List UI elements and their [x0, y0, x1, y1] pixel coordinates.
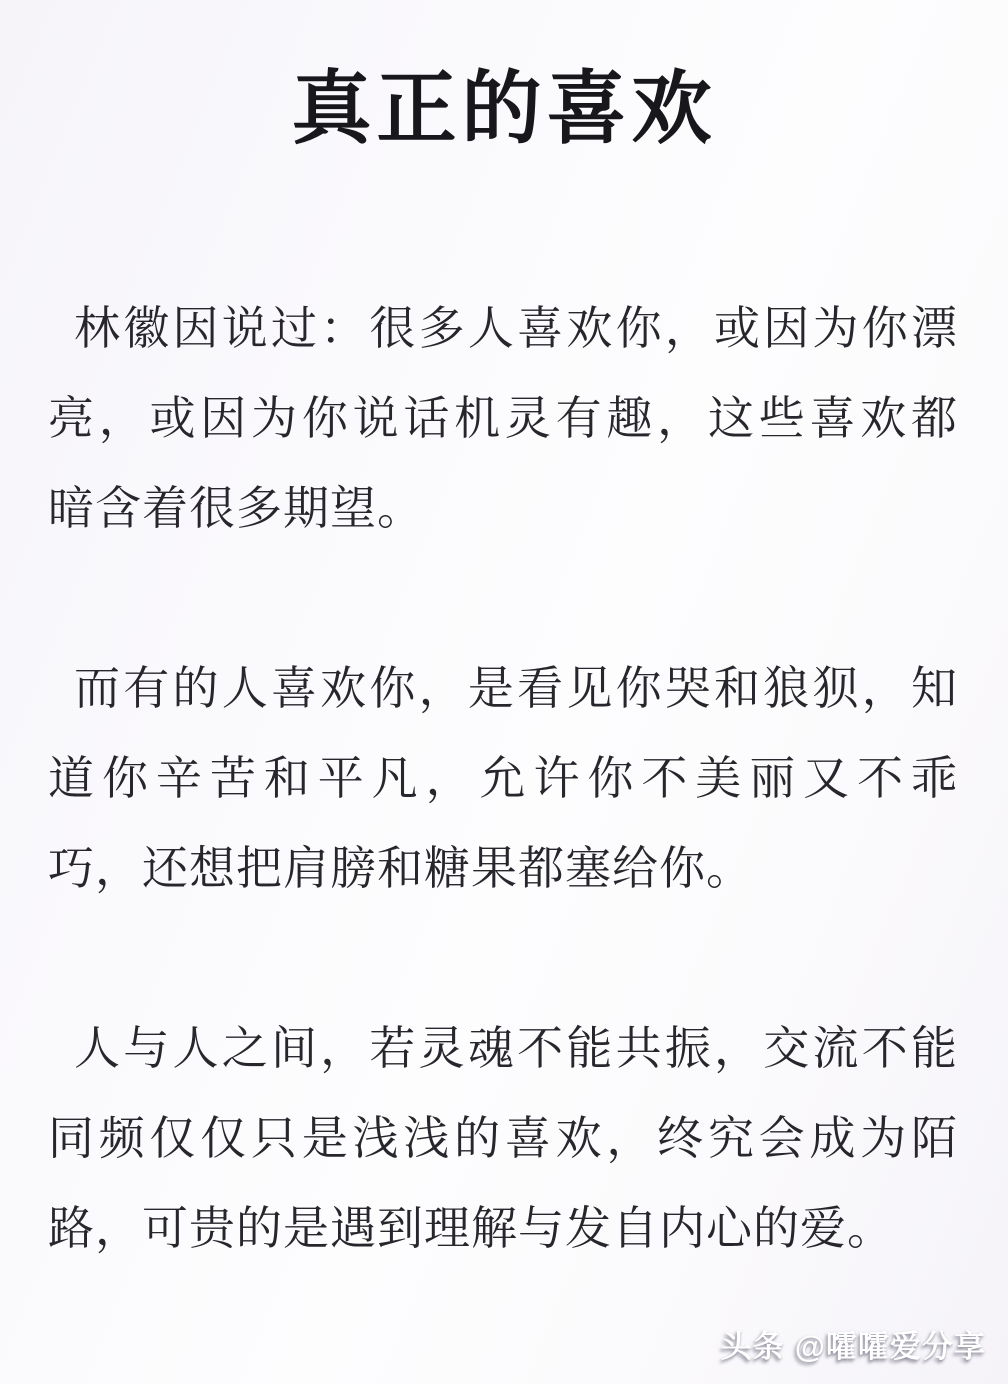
text-line: 而有的人喜欢你，是看见你哭和狼狈，知	[74, 661, 958, 715]
text-line: 同频仅仅只是浅浅的喜欢，终究会成为陌	[48, 1111, 958, 1165]
watermark-platform: 头条	[720, 1329, 785, 1364]
text-line: 林徽因说过：很多人喜欢你，或因为你漂	[74, 301, 958, 355]
paragraph-1	[48, 283, 958, 553]
text-line: 路，可贵的是遇到理解与发自内心的爱。	[48, 1201, 894, 1255]
text-line: 巧，还想把肩膀和糖果都塞给你。	[48, 841, 753, 895]
text-line: 道你辛苦和平凡，允许你不美丽又不乖	[48, 751, 958, 805]
watermark	[721, 1321, 986, 1366]
text-line: 亮，或因为你说话机灵有趣，这些喜欢都	[48, 391, 958, 445]
paragraph-3	[48, 1003, 958, 1273]
text-line: 人与人之间，若灵魂不能共振，交流不能	[74, 1021, 958, 1075]
article-body	[48, 283, 958, 1273]
page-title: 真正的喜欢	[291, 61, 717, 155]
paragraph-2	[48, 643, 958, 913]
text-line: 暗含着很多期望。	[48, 481, 424, 535]
watermark-handle: @嚯嚯爱分享	[794, 1329, 986, 1364]
